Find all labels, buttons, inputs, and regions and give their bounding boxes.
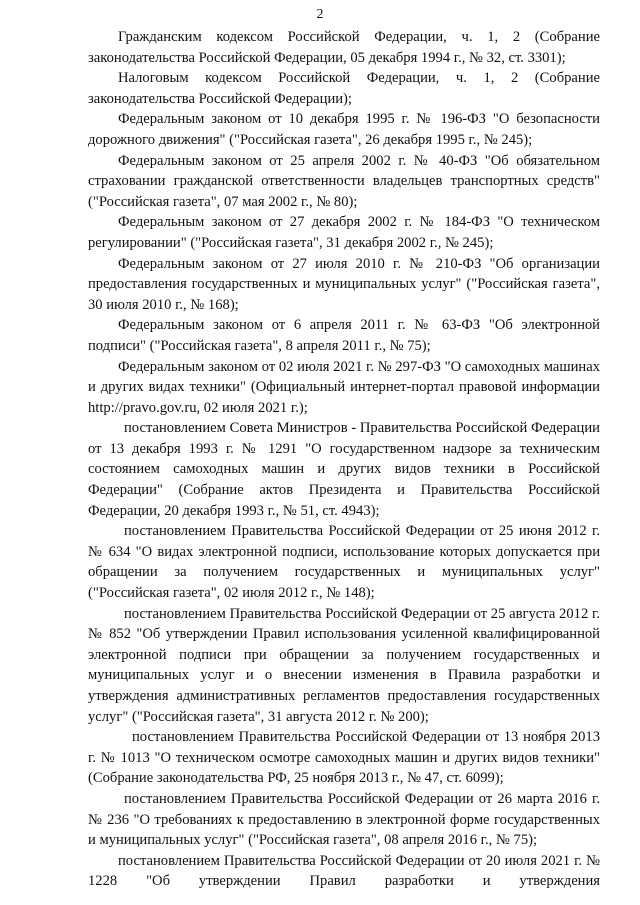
legal-reference-paragraph: Федеральным законом от 6 апреля 2011 г. № 63-ФЗ "Об электронной подписи" ("Российская газета", 8 апреля 2011 г., № 75); — [88, 317, 600, 354]
legal-reference-paragraph: Налоговым кодексом Российской Федерации, ч. 1, 2 (Собрание законодательства Российской Федерации); — [88, 70, 600, 107]
legal-reference-paragraph: Федеральным законом от 25 апреля 2002 г. № 40-ФЗ "Об обязательном страховании гражданской ответственности владельцев транспортных средств" ("Российская газета", 07 мая 2002 г., № 80); — [88, 152, 600, 210]
legal-reference-paragraph: Гражданским кодексом Российской Федерации, ч. 1, 2 (Собрание законодательства Российской Федерации, 05 декабря 1994 г., № 32, ст. 3301); — [88, 29, 600, 66]
legal-reference-paragraph: Федеральным законом от 10 декабря 1995 г. № 196-ФЗ "О безопасности дорожного движения" ("Российская газета", 26 декабря 1995 г., № 245); — [88, 111, 600, 148]
legal-reference-paragraph: постановлением Правительства Российской Федерации от 20 июля 2021 г. № 1228 "Об утверждении Правил разработки и утверждения — [88, 852, 600, 890]
document-body — [88, 27, 600, 892]
legal-reference-paragraph: постановлением Правительства Российской Федерации от 26 марта 2016 г. № 236 "О требованиях к предоставлению в электронной форме государственных и муниципальных услуг" ("Российская газета", 08 апреля 2016 г., № 75); — [88, 790, 600, 849]
legal-reference-paragraph: Федеральным законом от 02 июля 2021 г. № 297-ФЗ "О самоходных машинах и других видах техники" (Официальный интернет-портал правовой информации http://pravo.gov.ru, 02 июля 2021 г.); — [88, 358, 600, 416]
legal-reference-paragraph: Федеральным законом от 27 декабря 2002 г. № 184-ФЗ "О техническом регулировании" ("Российская газета", 31 декабря 2002 г., № 245); — [88, 214, 600, 251]
legal-reference-paragraph: постановлением Правительства Российской Федерации от 13 ноября 2013 г. № 1013 "О техническом осмотре самоходных машин и других видов техники" (Собрание законодательства РФ, 25 ноября 2013 г., № 47, ст. 6099); — [88, 729, 600, 787]
page-number: 2 — [316, 7, 324, 22]
legal-reference-paragraph: постановлением Совета Министров - Правительства Российской Федерации от 13 декабря 1993 г. № 1291 "О государственном надзоре за техническим состоянием самоходных машин и других видов техники в Российской Федерации" (Собрание актов Президента и Правительства Российской Федерации, 20 декабря 1993 г., № 51, ст. 4943); — [88, 420, 600, 519]
legal-reference-paragraph: постановлением Правительства Российской Федерации от 25 июня 2012 г. № 634 "О видах электронной подписи, использование которых допускается при обращении за получением государственных и муниципальных услуг" ("Российская газета", 02 июля 2012 г., № 148); — [88, 523, 600, 602]
legal-reference-paragraph: Федеральным законом от 27 июля 2010 г. № 210-ФЗ "Об организации предоставления государственных и муниципальных услуг" ("Российская газета", 30 июля 2010 г., № 168); — [88, 255, 600, 313]
legal-reference-paragraph: постановлением Правительства Российской Федерации от 25 августа 2012 г. № 852 "Об утверждении Правил использования усиленной квалифицированной электронной подписи при обращении за получением государственных и муниципальных услуг и о внесении изменения в Правила разработки и утверждения административных регламентов предоставления государственных услуг" ("Российская газета", 31 августа 2012 г. № 200); — [88, 605, 600, 725]
